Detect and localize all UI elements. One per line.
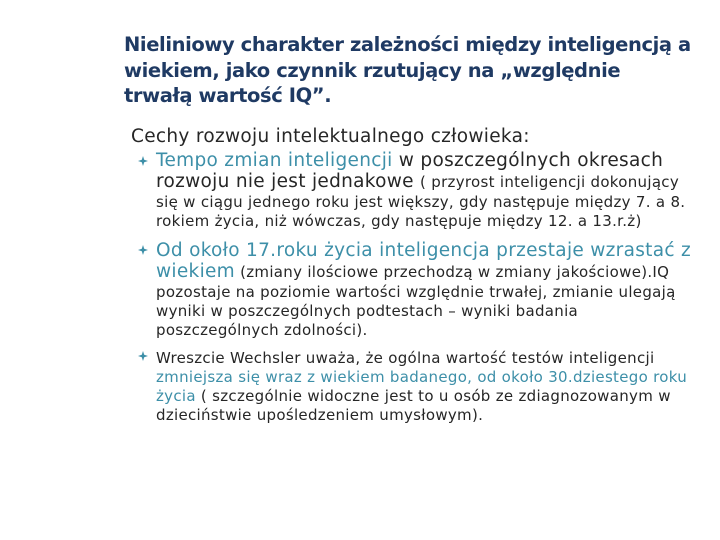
bullet3-highlight: zmniejsza się wraz z wiekiem badanego, od około 30.dziestego roku życia [156, 368, 688, 405]
list-item [131, 240, 701, 339]
bullet1-text-a: w poszczególnych okresach rozwoju nie jest jednakowe [156, 150, 664, 192]
four-point-star-icon [138, 351, 148, 361]
list-item [131, 348, 701, 424]
bullet3-text-b: ( szczególnie widoczne jest to u osób ze zdiagnozowanym w dzieciństwie upośledzeniem umysłowym). [156, 387, 671, 424]
four-point-star-icon [138, 156, 148, 166]
bullet2-text: (zmiany ilościowe przechodzą w zmiany jakościowe).IQ pozostaje na poziomie wartości względnie trwałej, zmianie ulegają wyniki w poszczególnych podtestach – wyniki badania poszczególnych zdolności). [156, 263, 676, 339]
four-point-star-icon [138, 245, 148, 255]
intro-text: Cechy rozwoju intelektualnego człowieka: [131, 126, 530, 147]
list-item [131, 150, 701, 230]
bullet-list [131, 150, 701, 424]
slide-title: Nieliniowy charakter zależności między inteligencją a wiekiem, jako czynnik rzutujący na „względnie trwałą wartość IQ”. [124, 33, 691, 107]
bullet3-text-a: Wreszcie Wechsler uważa, że ogólna wartość testów inteligencji [156, 349, 655, 367]
slide-body [131, 126, 701, 424]
bullet1-highlight: Tempo zmian inteligencji [156, 150, 393, 171]
bullet2-highlight: Od około 17.roku życia inteligencja przestaje wzrastać z wiekiem [156, 240, 692, 282]
bullet1-text-b: ( przyrost inteligencji dokonujący się w ciągu jednego roku jest większy, gdy następuje między 7. a 8. rokiem życia, niż wówczas, gdy następuje między 12. a 13.r.ż) [156, 173, 686, 230]
